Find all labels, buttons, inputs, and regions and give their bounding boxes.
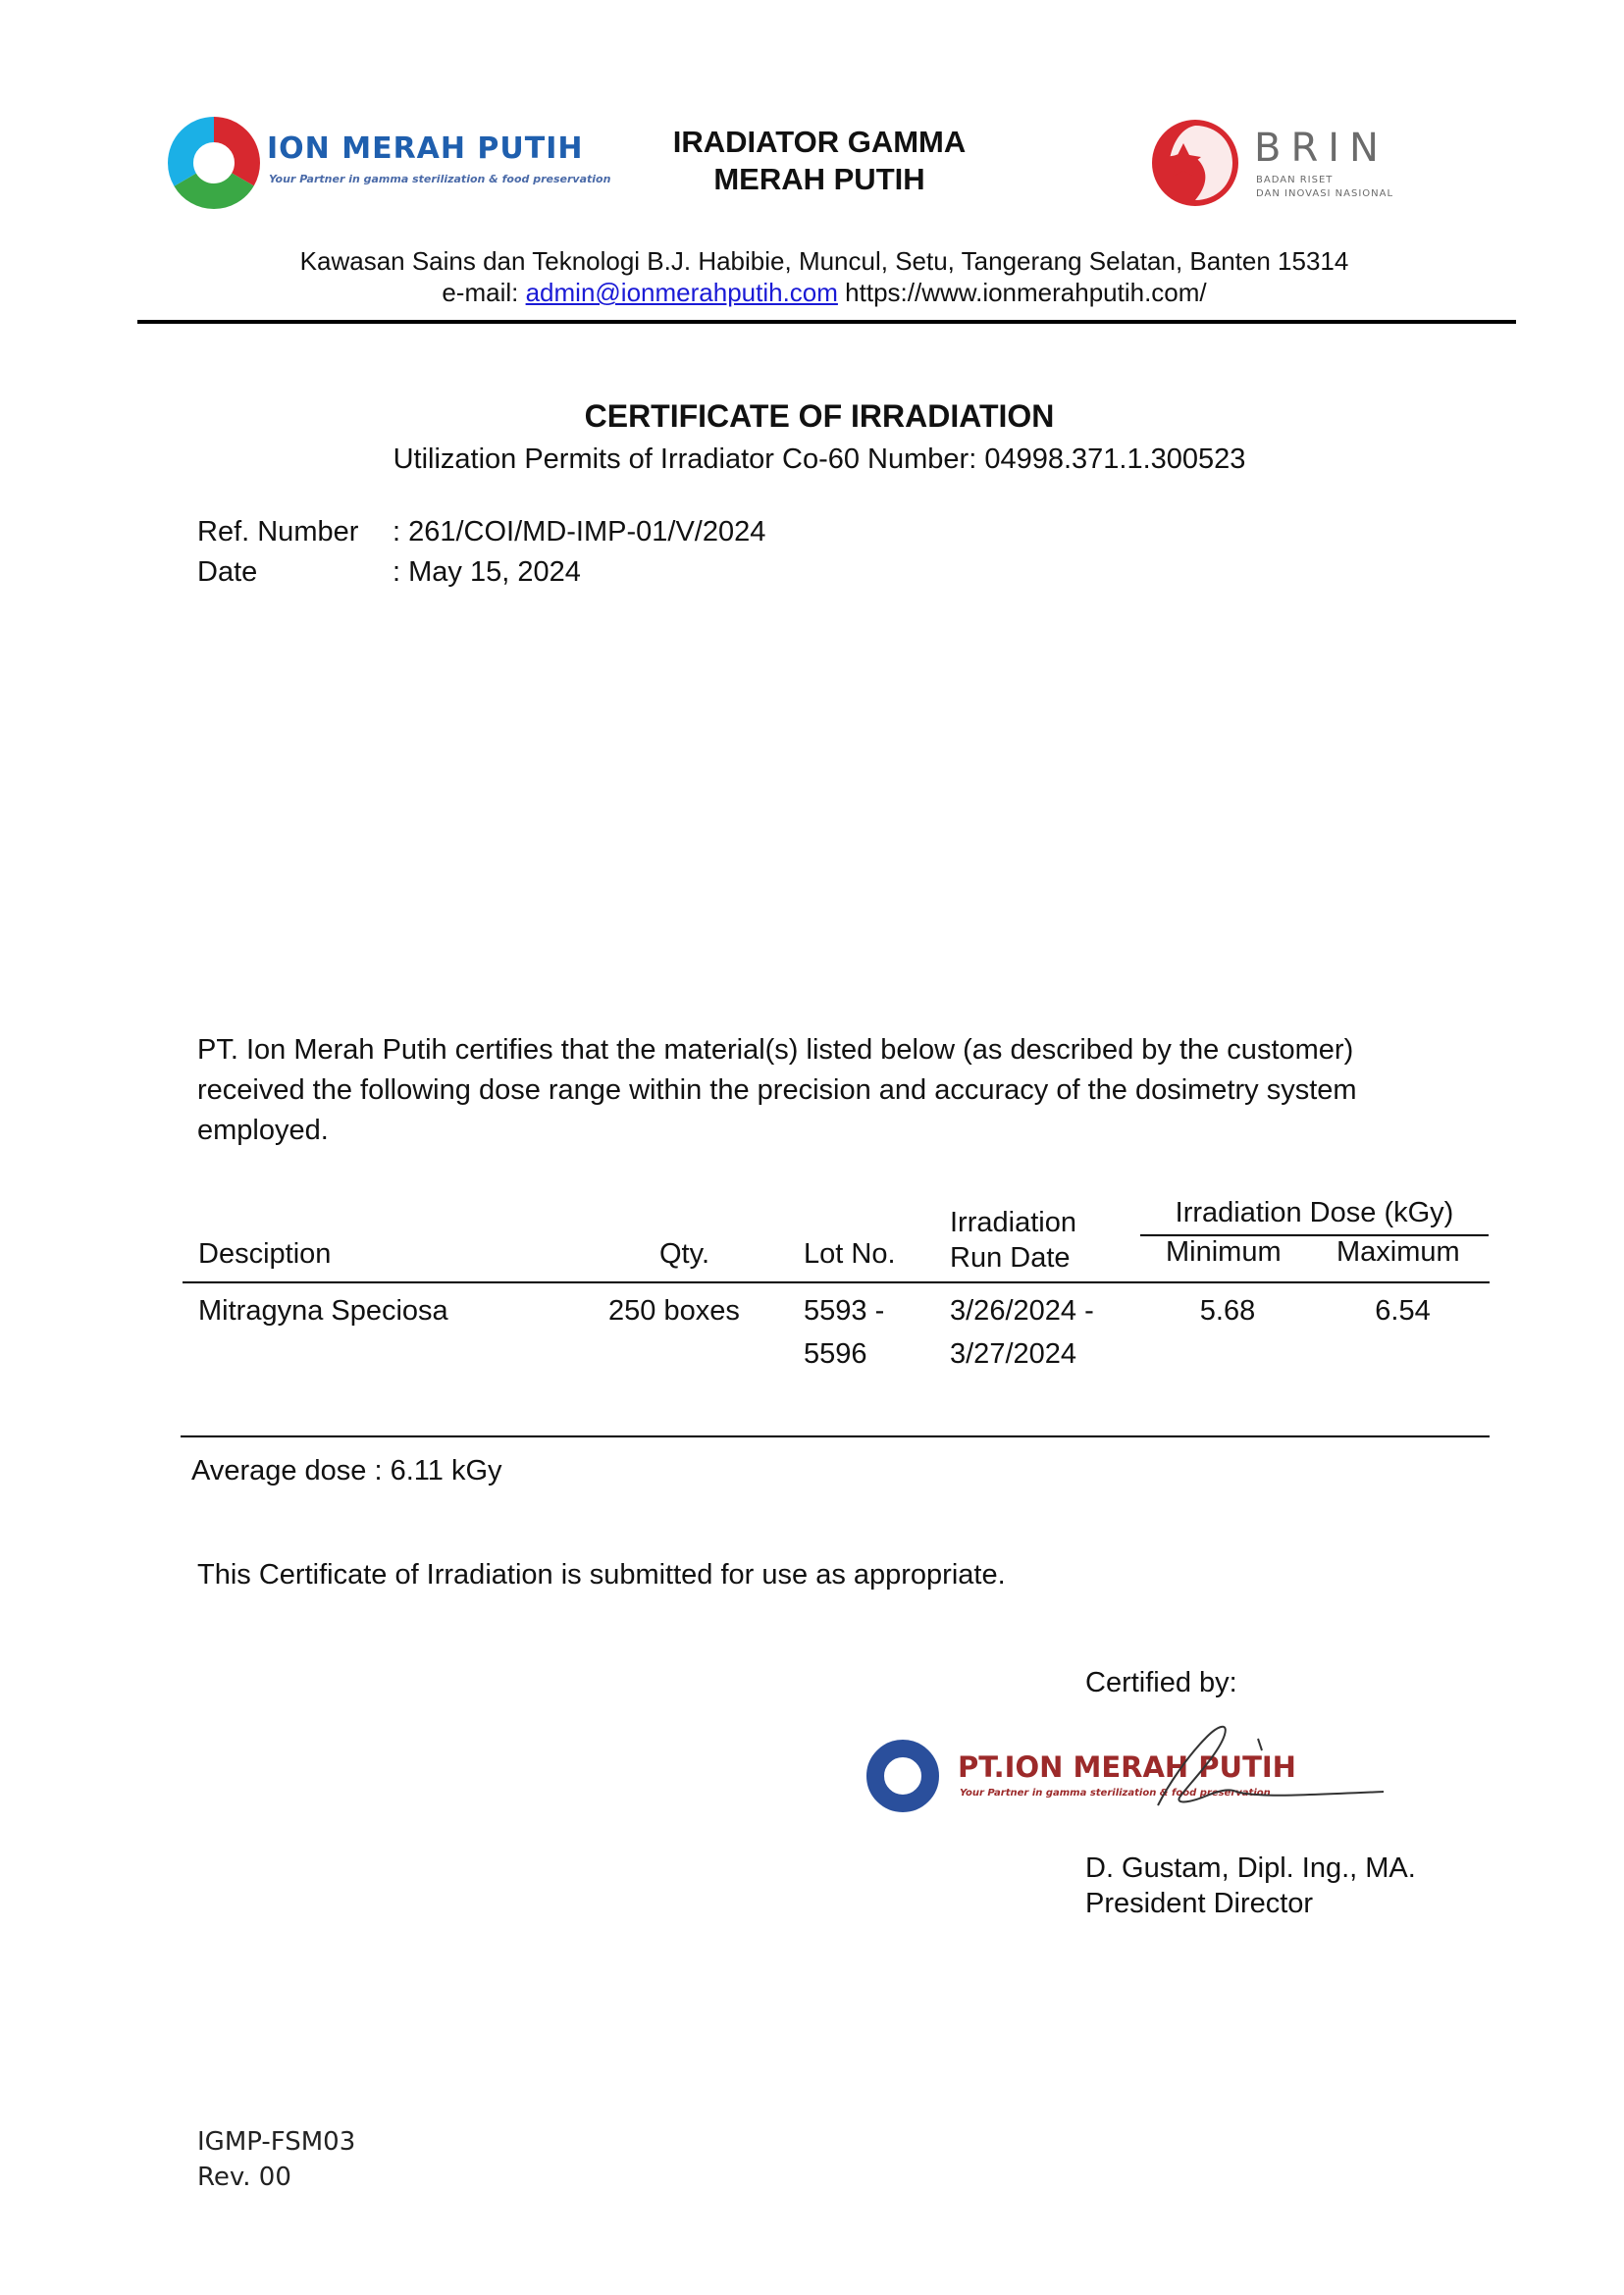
form-code: IGMP-FSM03: [197, 2127, 356, 2157]
row-min: 5.68: [1199, 1295, 1256, 1327]
certified-by-label: Certified by:: [1085, 1667, 1237, 1698]
header-qty: Qty.: [659, 1238, 710, 1270]
ion-merah-putih-logo: [165, 114, 611, 212]
row-qty: 250 boxes: [608, 1295, 740, 1327]
row-run-1: 3/26/2024 -: [950, 1295, 1094, 1327]
brin-sub1: BADAN RISET: [1256, 175, 1334, 185]
average-dose: Average dose : 6.11 kGy: [191, 1455, 502, 1487]
row-lot-1: 5593 -: [804, 1295, 885, 1327]
revision: Rev. 00: [197, 2163, 291, 2192]
brin-emblem-icon: [1148, 116, 1242, 210]
header-run-date-1: Irradiation: [950, 1207, 1076, 1238]
header-title-line1: IRADIATOR GAMMA: [672, 125, 967, 159]
header-lot: Lot No.: [804, 1238, 896, 1270]
ion-brand-text: ION MERAH PUTIH: [267, 131, 584, 166]
header-divider: [137, 320, 1516, 324]
statement-line3: employed.: [197, 1115, 329, 1146]
email-label: e-mail:: [442, 278, 519, 307]
certificate-title: CERTIFICATE OF IRRADIATION: [584, 398, 1055, 434]
website-text: https://www.ionmerahputih.com/: [845, 278, 1207, 307]
stamp-tagline: Your Partner in gamma sterilization & food preservation: [960, 1788, 1271, 1799]
header-address: Kawasan Sains dan Teknologi B.J. Habibie, Muncul, Setu, Tangerang Selatan, Banten 15314: [299, 246, 1349, 276]
signatory-name: D. Gustam, Dipl. Ing., MA.: [1085, 1852, 1416, 1884]
signatory-title: President Director: [1085, 1888, 1314, 1919]
brin-wordmark: BRIN: [1254, 126, 1388, 171]
ref-label: Ref. Number: [197, 516, 359, 548]
table-bottom-rule: [181, 1435, 1490, 1437]
header-min: Minimum: [1166, 1236, 1282, 1268]
email-link[interactable]: admin@ionmerahputih.com: [525, 278, 838, 307]
statement-line2: received the following dose range within the precision and accuracy of the dosimetry system: [197, 1074, 1357, 1106]
stamp-brand: PT.ION MERAH PUTIH: [958, 1750, 1296, 1784]
company-stamp: [864, 1717, 1393, 1825]
header-contact: [137, 277, 1511, 308]
header-description: Desciption: [198, 1238, 332, 1270]
date-label: Date: [197, 556, 258, 588]
brin-sub2: DAN INOVASI NASIONAL: [1256, 188, 1394, 199]
submission-note: This Certificate of Irradiation is submitted for use as appropriate.: [197, 1559, 1006, 1591]
brin-logo: [1148, 116, 1423, 210]
header-title-line2: MERAH PUTIH: [713, 162, 925, 196]
row-description: Mitragyna Speciosa: [198, 1295, 448, 1327]
ref-value: : 261/COI/MD-IMP-01/V/2024: [393, 516, 766, 548]
row-max: 6.54: [1375, 1295, 1431, 1327]
handwritten-signature: [864, 1717, 1393, 1825]
permit-number: Utilization Permits of Irradiator Co-60 Number: 04998.371.1.300523: [393, 443, 1246, 475]
table-header-rule: [183, 1281, 1490, 1283]
statement-line1: PT. Ion Merah Putih certifies that the material(s) listed below (as described by the customer): [197, 1034, 1354, 1066]
ion-tagline: Your Partner in gamma sterilization & food preservation: [269, 173, 611, 185]
ion-ring-icon: [165, 114, 263, 212]
row-lot-2: 5596: [804, 1338, 867, 1370]
header-max: Maximum: [1336, 1236, 1460, 1268]
dose-group-header: Irradiation Dose (kGy): [1175, 1197, 1454, 1228]
header-run-date-2: Run Date: [950, 1242, 1071, 1274]
date-value: : May 15, 2024: [393, 556, 581, 588]
row-run-2: 3/27/2024: [950, 1338, 1077, 1370]
